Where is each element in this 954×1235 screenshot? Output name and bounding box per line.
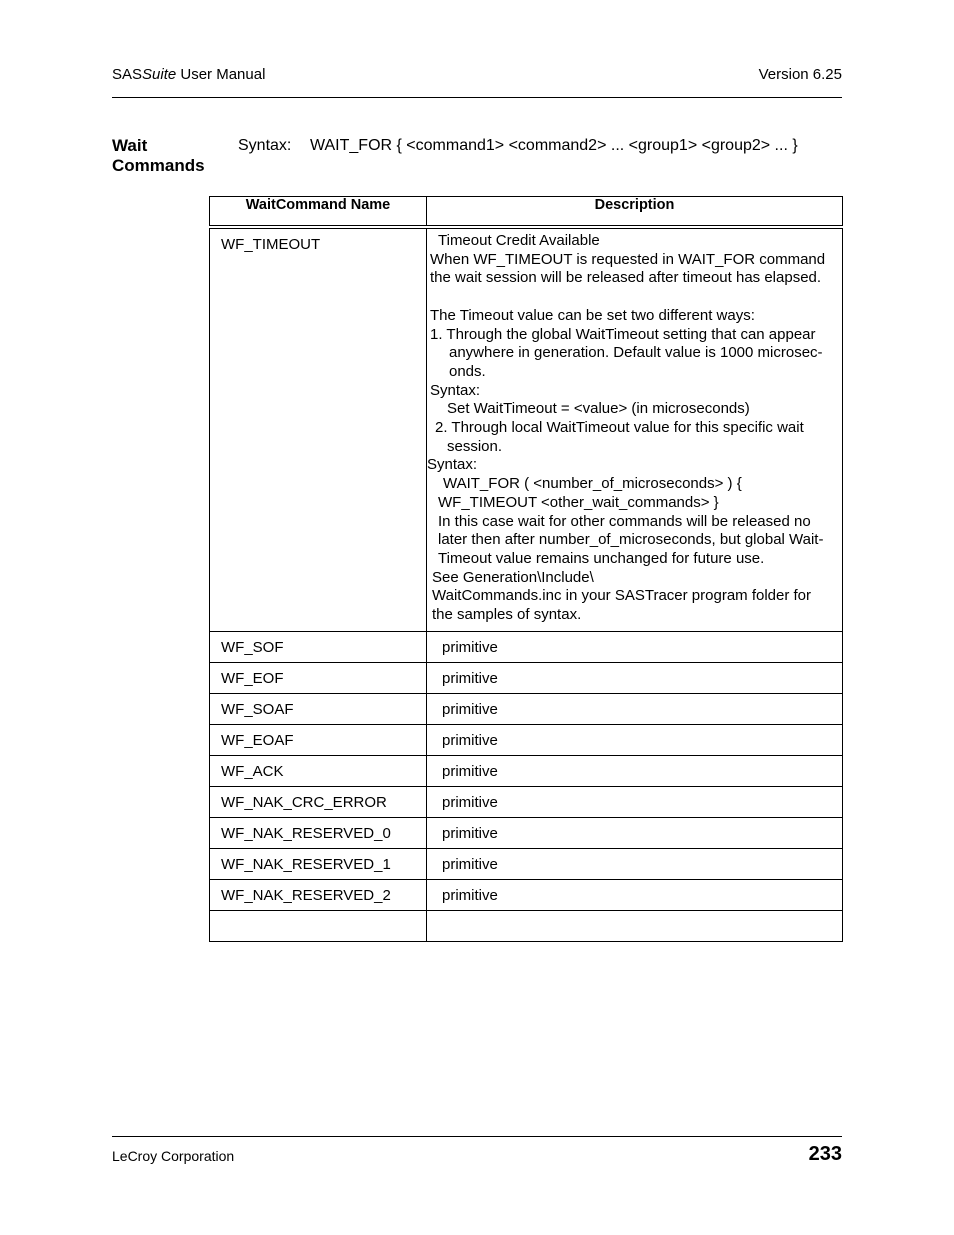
description-line: Timeout Credit Available xyxy=(438,232,600,249)
column-header-description: Description xyxy=(427,197,843,228)
description-line: anywhere in generation. Default value is 1000 microsec- xyxy=(449,344,823,362)
description-line: Set WaitTimeout = <value> (in microseconds) xyxy=(447,400,750,418)
syntax-label: Syntax: xyxy=(238,137,292,154)
command-name-cell: WF_EOF xyxy=(210,662,427,693)
manual-title-suffix: User Manual xyxy=(176,66,266,83)
manual-version: Version 6.25 xyxy=(758,66,842,83)
command-name-cell: WF_SOF xyxy=(210,631,427,662)
command-name-cell: WF_ACK xyxy=(210,755,427,786)
description-cell: primitive xyxy=(427,879,843,910)
section-title xyxy=(112,136,232,176)
section-title-line2: Commands xyxy=(112,156,205,175)
description-line: In this case wait for other commands will be released no xyxy=(438,512,811,530)
description-line: Timeout value remains unchanged for future use. xyxy=(438,549,765,567)
description-line: The Timeout value can be set two different ways: xyxy=(430,306,755,324)
blank-line xyxy=(430,288,840,307)
description-cell: primitive xyxy=(427,755,843,786)
command-name-cell: WF_NAK_CRC_ERROR xyxy=(210,786,427,817)
command-name-cell: WF_NAK_RESERVED_2 xyxy=(210,879,427,910)
description-cell: primitive xyxy=(427,817,843,848)
footer-company: LeCroy Corporation xyxy=(112,1148,235,1164)
table-row xyxy=(210,755,843,786)
table-row xyxy=(210,662,843,693)
table-row xyxy=(210,848,843,879)
syntax-line xyxy=(238,137,798,155)
description-line: onds. xyxy=(449,362,486,380)
description-cell: primitive xyxy=(427,786,843,817)
description-line: session. xyxy=(447,437,503,455)
syntax-value: WAIT_FOR { <command1> <command2> ... <group1> <group2> ... } xyxy=(310,137,798,154)
description-line: WaitCommands.inc in your SASTracer program folder for xyxy=(432,587,812,605)
description-cell: primitive xyxy=(427,631,843,662)
description-cell: primitive xyxy=(427,724,843,755)
command-name-cell: WF_EOAF xyxy=(210,724,427,755)
table-row xyxy=(210,786,843,817)
command-name-cell: WF_SOAF xyxy=(210,693,427,724)
footer-divider xyxy=(112,1136,842,1137)
description-line: When WF_TIMEOUT is requested in WAIT_FOR command xyxy=(430,250,826,268)
manual-title-prefix: SAS xyxy=(112,66,143,83)
table-row xyxy=(210,631,843,662)
command-name-cell: WF_NAK_RESERVED_0 xyxy=(210,817,427,848)
description-line: the wait session will be released after timeout has elapsed. xyxy=(430,269,822,287)
wait-commands-table xyxy=(209,196,843,942)
description-line: 2. Through local WaitTimeout value for this specific wait xyxy=(435,419,804,437)
description-cell: primitive xyxy=(427,693,843,724)
description-line: Syntax: xyxy=(430,381,481,399)
description-cell: primitive xyxy=(427,848,843,879)
description-line: WF_TIMEOUT <other_wait_commands> } xyxy=(438,493,719,511)
page-number: 233 xyxy=(808,1143,842,1165)
description-line: later then after number_of_microseconds, but global Wait- xyxy=(438,531,824,549)
table-row xyxy=(210,879,843,910)
section-title-line1: Wait xyxy=(112,136,148,155)
manual-title-italic: Suite xyxy=(142,66,177,83)
description-line: the samples of syntax. xyxy=(432,606,582,624)
empty-table-row xyxy=(210,910,843,941)
timeout-description-cell xyxy=(427,227,843,631)
table-row xyxy=(210,227,843,631)
empty-cell xyxy=(210,910,427,941)
table-row xyxy=(210,724,843,755)
table-row xyxy=(210,693,843,724)
command-name-cell: WF_NAK_RESERVED_1 xyxy=(210,848,427,879)
description-line: See Generation\Include\ xyxy=(432,568,594,586)
command-name-cell: WF_TIMEOUT xyxy=(210,227,427,631)
description-line: WAIT_FOR ( <number_of_microseconds> ) { xyxy=(443,475,742,493)
column-header-name: WaitCommand Name xyxy=(210,197,427,228)
table-header-row xyxy=(210,197,843,228)
table-row xyxy=(210,817,843,848)
description-line: 1. Through the global WaitTimeout setting that can appear xyxy=(430,325,816,343)
description-line: Syntax: xyxy=(427,456,478,474)
empty-cell xyxy=(427,910,843,941)
header-divider xyxy=(112,97,842,98)
description-cell: primitive xyxy=(427,662,843,693)
manual-title xyxy=(112,66,265,83)
